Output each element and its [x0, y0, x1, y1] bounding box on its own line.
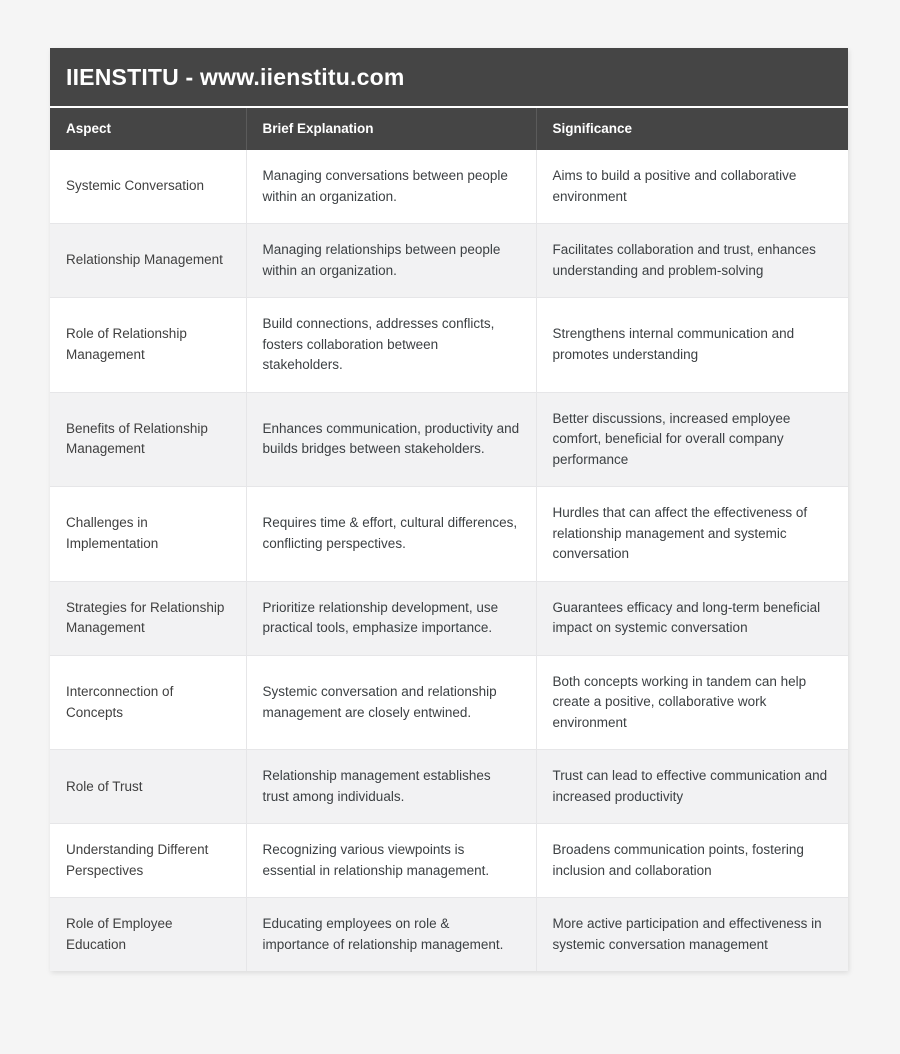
cell-aspect: Systemic Conversation: [50, 150, 246, 224]
cell-significance: Broadens communication points, fostering inclusion and collaboration: [536, 824, 848, 898]
cell-explanation: Systemic conversation and relationship management are closely entwined.: [246, 655, 536, 750]
cell-explanation: Enhances communication, productivity and builds bridges between stakeholders.: [246, 392, 536, 487]
column-header-significance: Significance: [536, 108, 848, 150]
table-row: [50, 487, 848, 582]
table-row: [50, 392, 848, 487]
cell-explanation: Educating employees on role & importance of relationship management.: [246, 898, 536, 972]
cell-significance: Aims to build a positive and collaborative environment: [536, 150, 848, 224]
cell-aspect: Understanding Different Perspectives: [50, 824, 246, 898]
cell-significance: More active participation and effectiveness in systemic conversation management: [536, 898, 848, 972]
table-card: [50, 48, 848, 971]
table-row: [50, 150, 848, 224]
cell-aspect: Role of Relationship Management: [50, 298, 246, 393]
cell-aspect: Relationship Management: [50, 224, 246, 298]
table-header: [50, 108, 848, 150]
cell-explanation: Build connections, addresses conflicts, fosters collaboration between stakeholders.: [246, 298, 536, 393]
comparison-table: [50, 108, 848, 971]
cell-explanation: Managing relationships between people within an organization.: [246, 224, 536, 298]
cell-explanation: Recognizing various viewpoints is essential in relationship management.: [246, 824, 536, 898]
table-row: [50, 655, 848, 750]
column-header-aspect: Aspect: [50, 108, 246, 150]
cell-explanation: Prioritize relationship development, use practical tools, emphasize importance.: [246, 581, 536, 655]
table-row: [50, 581, 848, 655]
table-row: [50, 898, 848, 972]
cell-significance: Better discussions, increased employee comfort, beneficial for overall company performance: [536, 392, 848, 487]
cell-aspect: Interconnection of Concepts: [50, 655, 246, 750]
cell-significance: Hurdles that can affect the effectiveness of relationship management and systemic conversation: [536, 487, 848, 582]
table-body: [50, 150, 848, 971]
page-title: IIENSTITU - www.iienstitu.com: [66, 63, 405, 90]
column-header-brief-explanation: Brief Explanation: [246, 108, 536, 150]
cell-aspect: Role of Trust: [50, 750, 246, 824]
cell-significance: Strengthens internal communication and promotes understanding: [536, 298, 848, 393]
cell-significance: Guarantees efficacy and long-term beneficial impact on systemic conversation: [536, 581, 848, 655]
cell-explanation: Relationship management establishes trust among individuals.: [246, 750, 536, 824]
table-row: [50, 824, 848, 898]
cell-significance: Facilitates collaboration and trust, enhances understanding and problem-solving: [536, 224, 848, 298]
table-header-row: [50, 108, 848, 150]
cell-significance: Trust can lead to effective communication and increased productivity: [536, 750, 848, 824]
table-title-bar: [50, 48, 848, 108]
cell-aspect: Strategies for Relationship Management: [50, 581, 246, 655]
cell-explanation: Requires time & effort, cultural differences, conflicting perspectives.: [246, 487, 536, 582]
cell-significance: Both concepts working in tandem can help create a positive, collaborative work environment: [536, 655, 848, 750]
table-row: [50, 224, 848, 298]
table-row: [50, 750, 848, 824]
cell-explanation: Managing conversations between people within an organization.: [246, 150, 536, 224]
cell-aspect: Benefits of Relationship Management: [50, 392, 246, 487]
table-row: [50, 298, 848, 393]
cell-aspect: Challenges in Implementation: [50, 487, 246, 582]
cell-aspect: Role of Employee Education: [50, 898, 246, 972]
